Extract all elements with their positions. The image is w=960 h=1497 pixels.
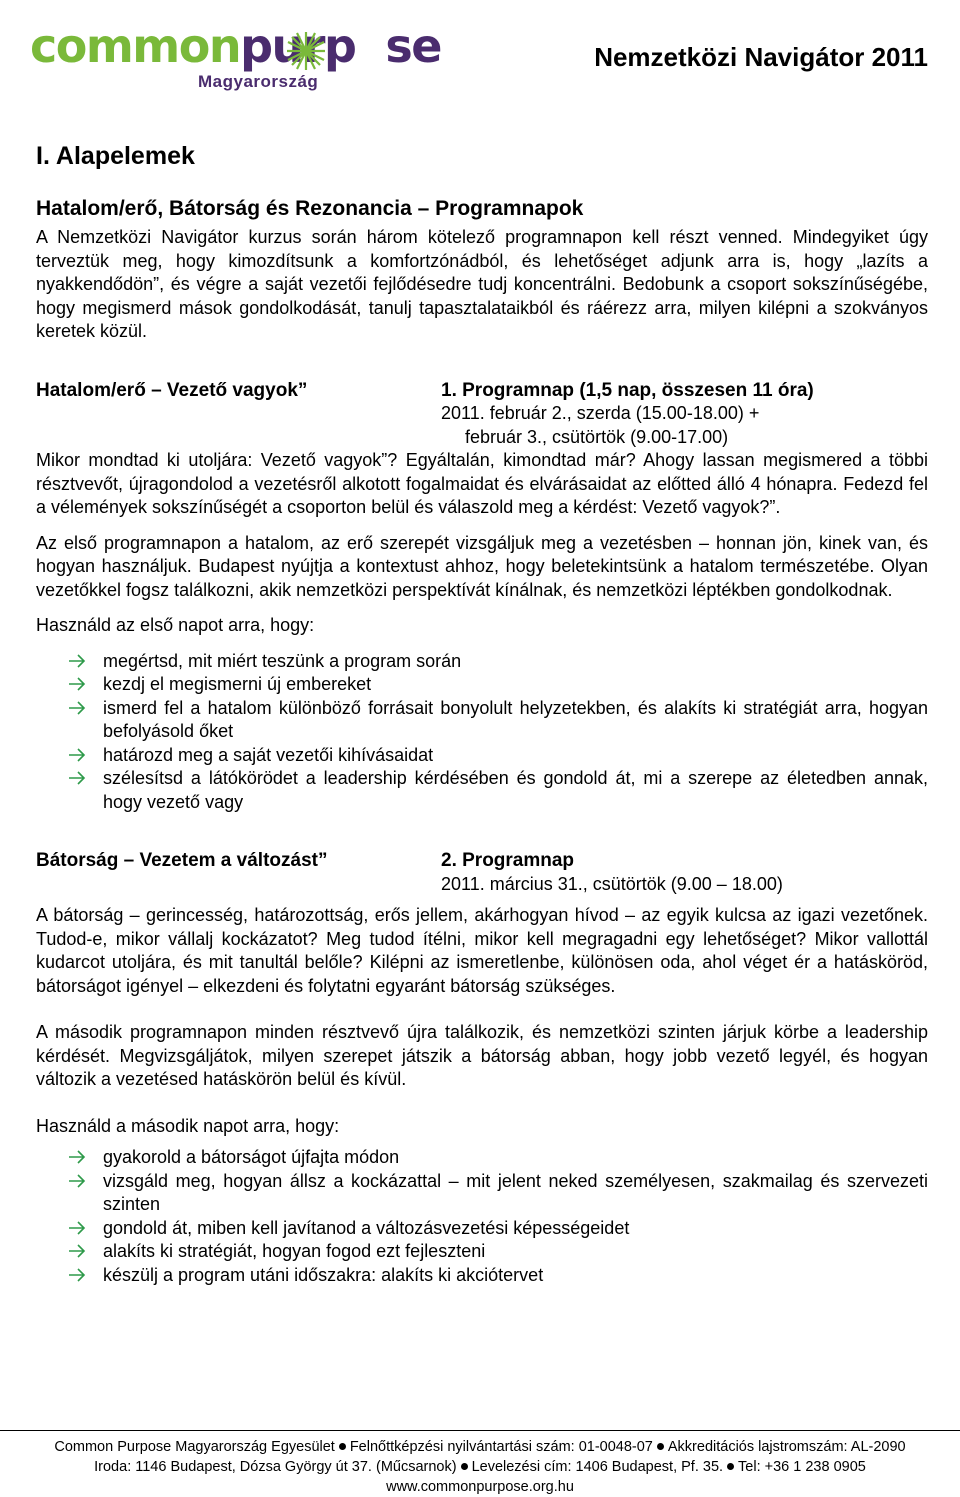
program2-header <box>36 849 928 896</box>
list-item-text: alakíts ki stratégiát, hogyan fogod ezt fejleszteni <box>103 1241 486 1261</box>
page-footer <box>0 1430 960 1497</box>
spacer <box>36 344 928 367</box>
list-item-text: készülj a program utáni időszakra: alakíts ki akciótervet <box>103 1264 544 1285</box>
page-header <box>0 0 960 110</box>
list-item-text: megértsd, mit miért teszünk a program során <box>103 650 462 671</box>
program1-schedule <box>441 379 928 450</box>
list-item <box>36 1146 928 1170</box>
program2-paragraph1: A bátorság – gerincesség, határozottság, erős jellem, akárhogyan hívod – az egyik kulcsa az igazi vezetőnek. Tudod-e, mikor vállalj kockázatot? Meg tudod ítélni, mikor kell megragadni egy lehetőséget? Mikor vallottál kudarcot utoljára, és mit tanultál belőle? Kilépni az ismeretlenbe, különösen oda, ahol véget ér a hatásköröd, bátorságot igényel – elkezdeni és folytatni egyaránt bátorság szükséges. <box>36 905 928 996</box>
arrow-right-icon <box>68 677 86 691</box>
program1-date1: 2011. február 2., szerda (15.00-18.00) + <box>441 403 760 423</box>
list-item <box>36 1217 928 1241</box>
arrow-right-icon <box>68 1221 86 1235</box>
list-item <box>36 1240 928 1264</box>
list-item-text: ismerd fel a hatalom különböző forrásait bonyolult helyzetekben, és alakíts ki stratégiát arra, hogyan befolyásold őket <box>103 697 928 741</box>
list-item <box>36 1170 928 1217</box>
program1-list-intro: Használd az első napot arra, hogy: <box>36 615 315 635</box>
program2-heading: 2. Programnap <box>441 850 575 871</box>
spacer <box>36 638 928 650</box>
spacer <box>36 1092 928 1115</box>
program1-heading: 1. Programnap (1,5 nap, összesen 11 óra) <box>441 379 814 401</box>
spacer <box>36 602 928 614</box>
program1-date2: február 3., csütörtök (9.00-17.00) <box>465 426 729 447</box>
footer-org-name: Common Purpose Magyarország Egyesület <box>54 1439 335 1455</box>
list-item-text: gyakorold a bátorságot újfajta módon <box>103 1147 400 1167</box>
list-item-text: vizsgáld meg, hogyan állsz a kockázattal – mit jelent neked személyesen, szakmailag és szervezeti szinten <box>103 1170 928 1214</box>
program1-paragraph1: Mikor mondtad ki utoljára: Vezető vagyok”? Egyáltalán, kimondtad már? Ahogy lassan megismered a többi résztvevőt, újragondolod a vezetésről alkotott fogalmaidat és elvárásaidat az előtted álló 4 hónapra. Fedezd fel a vélemények sokszínűségét a csoporton belül és válaszold meg a kérdést: Vezető vagyok?”. <box>36 450 928 517</box>
spacer <box>36 814 928 837</box>
document-title: Nemzetközi Navigátor 2011 <box>594 42 928 72</box>
arrow-right-icon <box>68 748 86 762</box>
section-subheading: Hatalom/erő, Bátorság és Rezonancia – Programnapok <box>36 197 584 220</box>
arrow-right-icon <box>68 701 86 715</box>
footer-line-1 <box>0 1437 960 1457</box>
arrow-right-icon <box>68 1268 86 1282</box>
footer-office: Iroda: 1146 Budapest, Dózsa György út 37. (Műcsarnok) <box>94 1459 457 1475</box>
list-item-text: határozd meg a saját vezetői kihívásaidat <box>103 744 434 765</box>
arrow-right-icon <box>68 1244 86 1258</box>
bullet-dot-icon <box>461 1463 468 1470</box>
spacer <box>36 1138 928 1146</box>
spacer <box>36 896 928 904</box>
list-item-text: kezdj el megismerni új embereket <box>103 674 372 694</box>
program2-paragraph2: A második programnapon minden résztvevő újra találkozik, és nemzetközi szinten járjuk körbe a leadership kérdését. Megvizsgáljátok, milyen szerepet játszik a bátorság abban, hogy jobb vezető legyél, és hogyan változik a vezetésed hatáskörön belül és kívül. <box>36 1022 928 1089</box>
program1-title: Hatalom/erő – Vezető vagyok” <box>36 379 308 401</box>
footer-registration: Felnőttképzési nyilvántartási szám: 01-0048-07 <box>349 1439 653 1455</box>
program1-header <box>36 379 928 450</box>
logo-star-icon <box>285 30 327 72</box>
list-item <box>36 744 928 768</box>
program2-schedule <box>441 849 928 896</box>
list-item-text: szélesítsd a látókörödet a leadership kérdésében és gondold át, mi a szerepe az életedben annak, hogy vezető vagy <box>103 768 928 812</box>
list-item <box>36 767 928 814</box>
section-heading: I. Alapelemek <box>36 142 195 170</box>
bullet-dot-icon <box>657 1443 664 1450</box>
logo-purpose-text-a: purp <box>240 19 356 73</box>
common-purpose-logo <box>30 18 441 98</box>
list-item <box>36 673 928 697</box>
logo-wordmark <box>30 18 441 74</box>
logo-subtitle: Magyarország <box>198 72 319 91</box>
footer-line-2 <box>0 1457 960 1477</box>
program2-goals-list <box>36 1146 928 1287</box>
list-item <box>36 1264 928 1288</box>
program2-list-intro: Használd a második napot arra, hogy: <box>36 1115 340 1136</box>
program1-paragraph2: Az első programnapon a hatalom, az erő szerepét vizsgáljuk meg a vezetésben – honnan jön, kinek van, és hogyan használjuk. Budapest nyújtja a kontextust ahhoz, hogy beletekintsünk a hatalom természetébe. Olyan vezetőkkel fogsz találkozni, akik nemzetközi perspektívát kínálnak, és nemzetközi léptékben gondolkodnak. <box>36 532 928 600</box>
arrow-right-icon <box>68 1174 86 1188</box>
arrow-right-icon <box>68 771 86 785</box>
arrow-right-icon <box>68 1150 86 1164</box>
logo-purpose-text-b: se <box>385 19 441 73</box>
spacer <box>36 998 928 1021</box>
list-item <box>36 697 928 744</box>
spacer <box>36 520 928 532</box>
list-item <box>36 650 928 674</box>
arrow-right-icon <box>68 654 86 668</box>
footer-mail-address: Levelezési cím: 1406 Budapest, Pf. 35. <box>471 1459 724 1475</box>
list-item-text: gondold át, miben kell javítanod a változásvezetési képességeidet <box>103 1217 630 1238</box>
footer-website[interactable]: www.commonpurpose.org.hu <box>386 1479 574 1495</box>
spacer <box>36 367 928 379</box>
program2-title: Bátorság – Vezetem a változást” <box>36 850 328 871</box>
footer-phone: Tel: +36 1 238 0905 <box>738 1459 866 1475</box>
footer-accreditation: Akkreditációs lajstromszám: AL-2090 <box>667 1439 906 1455</box>
spacer <box>36 837 928 849</box>
main-content <box>36 140 928 1287</box>
logo-common-text: common <box>30 19 241 73</box>
bullet-dot-icon <box>339 1443 346 1450</box>
bullet-dot-icon <box>727 1463 734 1470</box>
program2-date: 2011. március 31., csütörtök (9.00 – 18.00) <box>441 873 783 894</box>
program1-goals-list <box>36 650 928 815</box>
intro-paragraph: A Nemzetközi Navigátor kurzus során három kötelező programnapon kell részt venned. Mindegyiket úgy terveztük meg, hogy kimozdítsunk a komfortzónádból, és lehetőséget adjunk arra is, hogy „lazíts a nyakkendődön”, és végre a saját vezetői fejlődésedre tudj koncentrálni. Bedobunk a csoport sokszínűségébe, hogy megismerd mások gondolkodását, tanulj tapasztalataikból és ráérezz arra, milyen kilépni a szokványos keretek közül. <box>36 227 928 341</box>
